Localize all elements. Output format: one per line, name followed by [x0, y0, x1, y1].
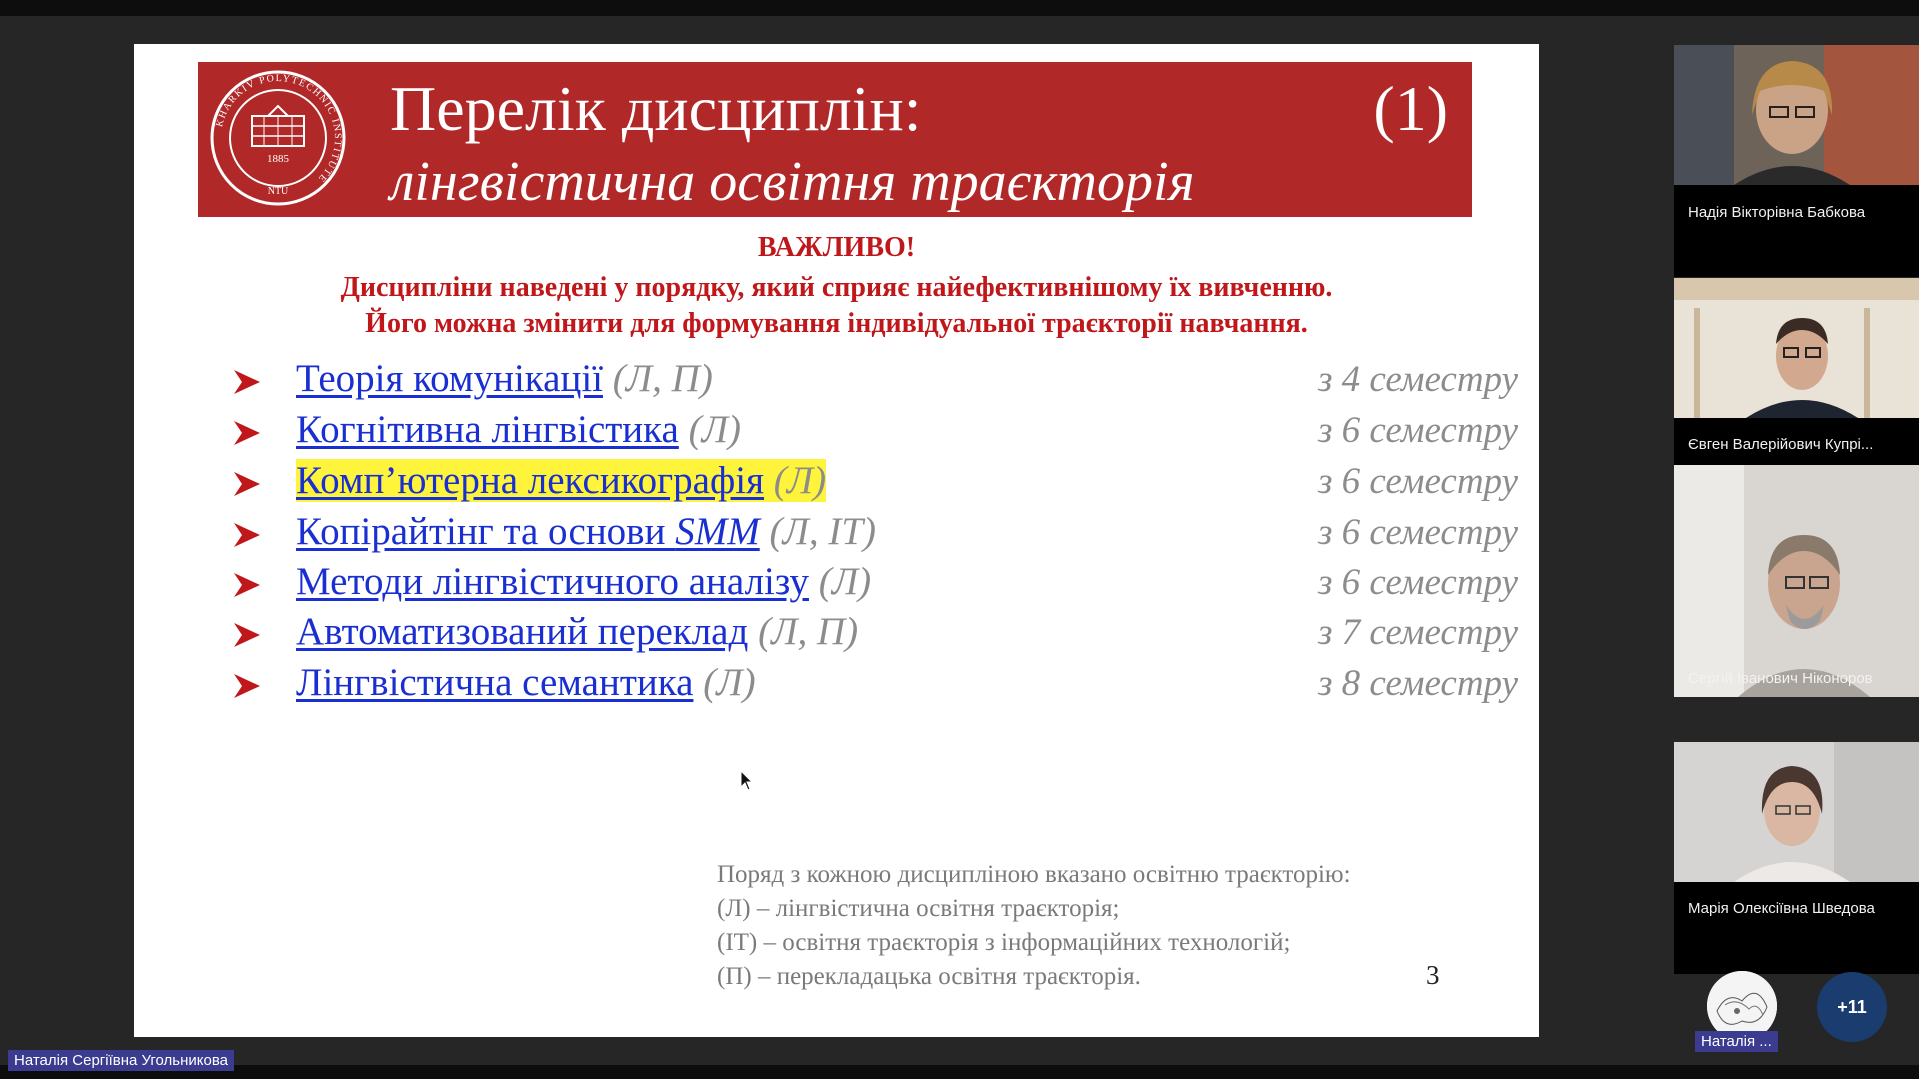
course-item: [232, 660, 1518, 710]
course-link[interactable]: Методи лінгвістичного аналізу: [296, 560, 809, 603]
course-link[interactable]: Копірайтінг та основи SMM: [296, 510, 760, 553]
presenter-name-label: Наталія Сергіївна Угольникова: [8, 1050, 234, 1071]
participant-name: Сергій Іванович Ніконоров: [1688, 670, 1873, 687]
trajectory-note: (Л): [688, 408, 741, 451]
course-link[interactable]: Теорія комунікації: [296, 357, 603, 400]
legend-line: (ІТ) – освітня траєкторія з інформаційних технологій;: [717, 929, 1291, 956]
participant-video: [1674, 465, 1919, 697]
arrow-bullet-icon: [232, 672, 262, 700]
participant-name: Євген Валерійович Купрі...: [1688, 436, 1874, 453]
legend-line: (П) – перекладацька освітня траєкторія.: [717, 963, 1141, 990]
course-item: [232, 559, 1518, 609]
shared-slide: [134, 44, 1539, 1037]
trajectory-note: (Л): [773, 459, 827, 502]
slide-part-number: (1): [1373, 73, 1448, 144]
semester-label: з 7 семестру: [1318, 612, 1518, 653]
arrow-bullet-icon: [232, 521, 262, 549]
participant-tile[interactable]: [1674, 465, 1919, 697]
bottom-bar: [0, 1065, 1919, 1079]
important-line-2: Його можна змінити для формування індивідуальної траєкторії навчання.: [365, 308, 1308, 339]
slide-banner: [198, 62, 1472, 217]
arrow-bullet-icon: [232, 571, 262, 599]
semester-label: з 4 семестру: [1318, 359, 1518, 400]
slide-subtitle: лінгвістична освітня траєкторія: [390, 151, 1195, 213]
course-link[interactable]: Комп’ютерна лексикографія: [296, 459, 765, 502]
semester-label: з 6 семестру: [1318, 512, 1518, 553]
top-bar: [0, 0, 1919, 16]
course-item: [232, 609, 1518, 659]
trajectory-note: (Л, П): [758, 610, 859, 653]
arrow-bullet-icon: [232, 419, 262, 447]
trajectory-note: (Л): [818, 560, 872, 603]
important-heading: ВАЖЛИВО!: [757, 232, 916, 263]
svg-text:KHARKIV POLYTECHNIC INSTITUTE: KHARKIV POLYTECHNIC INSTITUTE: [214, 72, 344, 185]
participant-name: Надія Вікторівна Бабкова: [1688, 204, 1866, 221]
svg-text:1885: 1885: [267, 153, 289, 165]
course-item: [232, 509, 1518, 559]
course-item: [232, 407, 1518, 457]
semester-label: з 8 семестру: [1318, 663, 1518, 704]
course-link[interactable]: Когнітивна лінгвістика: [296, 408, 679, 451]
trajectory-legend: [717, 858, 1351, 994]
trajectory-note: (Л, ІТ): [769, 510, 877, 553]
legend-line: Поряд з кожною дисципліною вказано освітню траєкторію:: [717, 861, 1351, 888]
important-line-1: Дисципліни наведені у порядку, який сприяє найефективнішому їх вивченню.: [340, 272, 1333, 303]
participant-video: [1674, 278, 1919, 418]
mouse-cursor-icon: [740, 770, 754, 792]
legend-line: (Л) – лінгвістична освітня траєкторія;: [717, 895, 1120, 922]
trajectory-note: (Л, П): [612, 357, 713, 400]
slide-page-number: 3: [1426, 960, 1440, 990]
arrow-bullet-icon: [232, 621, 262, 649]
participant-tile[interactable]: [1674, 742, 1919, 974]
course-link[interactable]: Автоматизований переклад: [296, 610, 749, 653]
course-item: [232, 356, 1518, 406]
svg-text:NTU: NTU: [267, 186, 289, 197]
trajectory-note: (Л): [703, 661, 756, 704]
participant-video: [1674, 45, 1919, 185]
avatar-name-label: Наталія ...: [1695, 1031, 1778, 1052]
slide-title: Перелік дисциплін:: [390, 73, 922, 144]
semester-label: з 6 семестру: [1318, 410, 1518, 451]
semester-label: з 6 семестру: [1318, 562, 1518, 603]
semester-label: з 6 семестру: [1318, 461, 1518, 502]
arrow-bullet-icon: [232, 470, 262, 498]
more-participants-button[interactable]: +11: [1817, 972, 1887, 1042]
university-seal-logo: [208, 68, 348, 208]
arrow-bullet-icon: [232, 368, 262, 396]
participant-name: Марія Олексіївна Шведова: [1688, 900, 1875, 917]
participant-tile[interactable]: [1674, 45, 1919, 277]
course-link[interactable]: Лінгвістична семантика: [296, 661, 694, 704]
participant-video: [1674, 742, 1919, 882]
course-item-highlighted: [232, 458, 1518, 508]
